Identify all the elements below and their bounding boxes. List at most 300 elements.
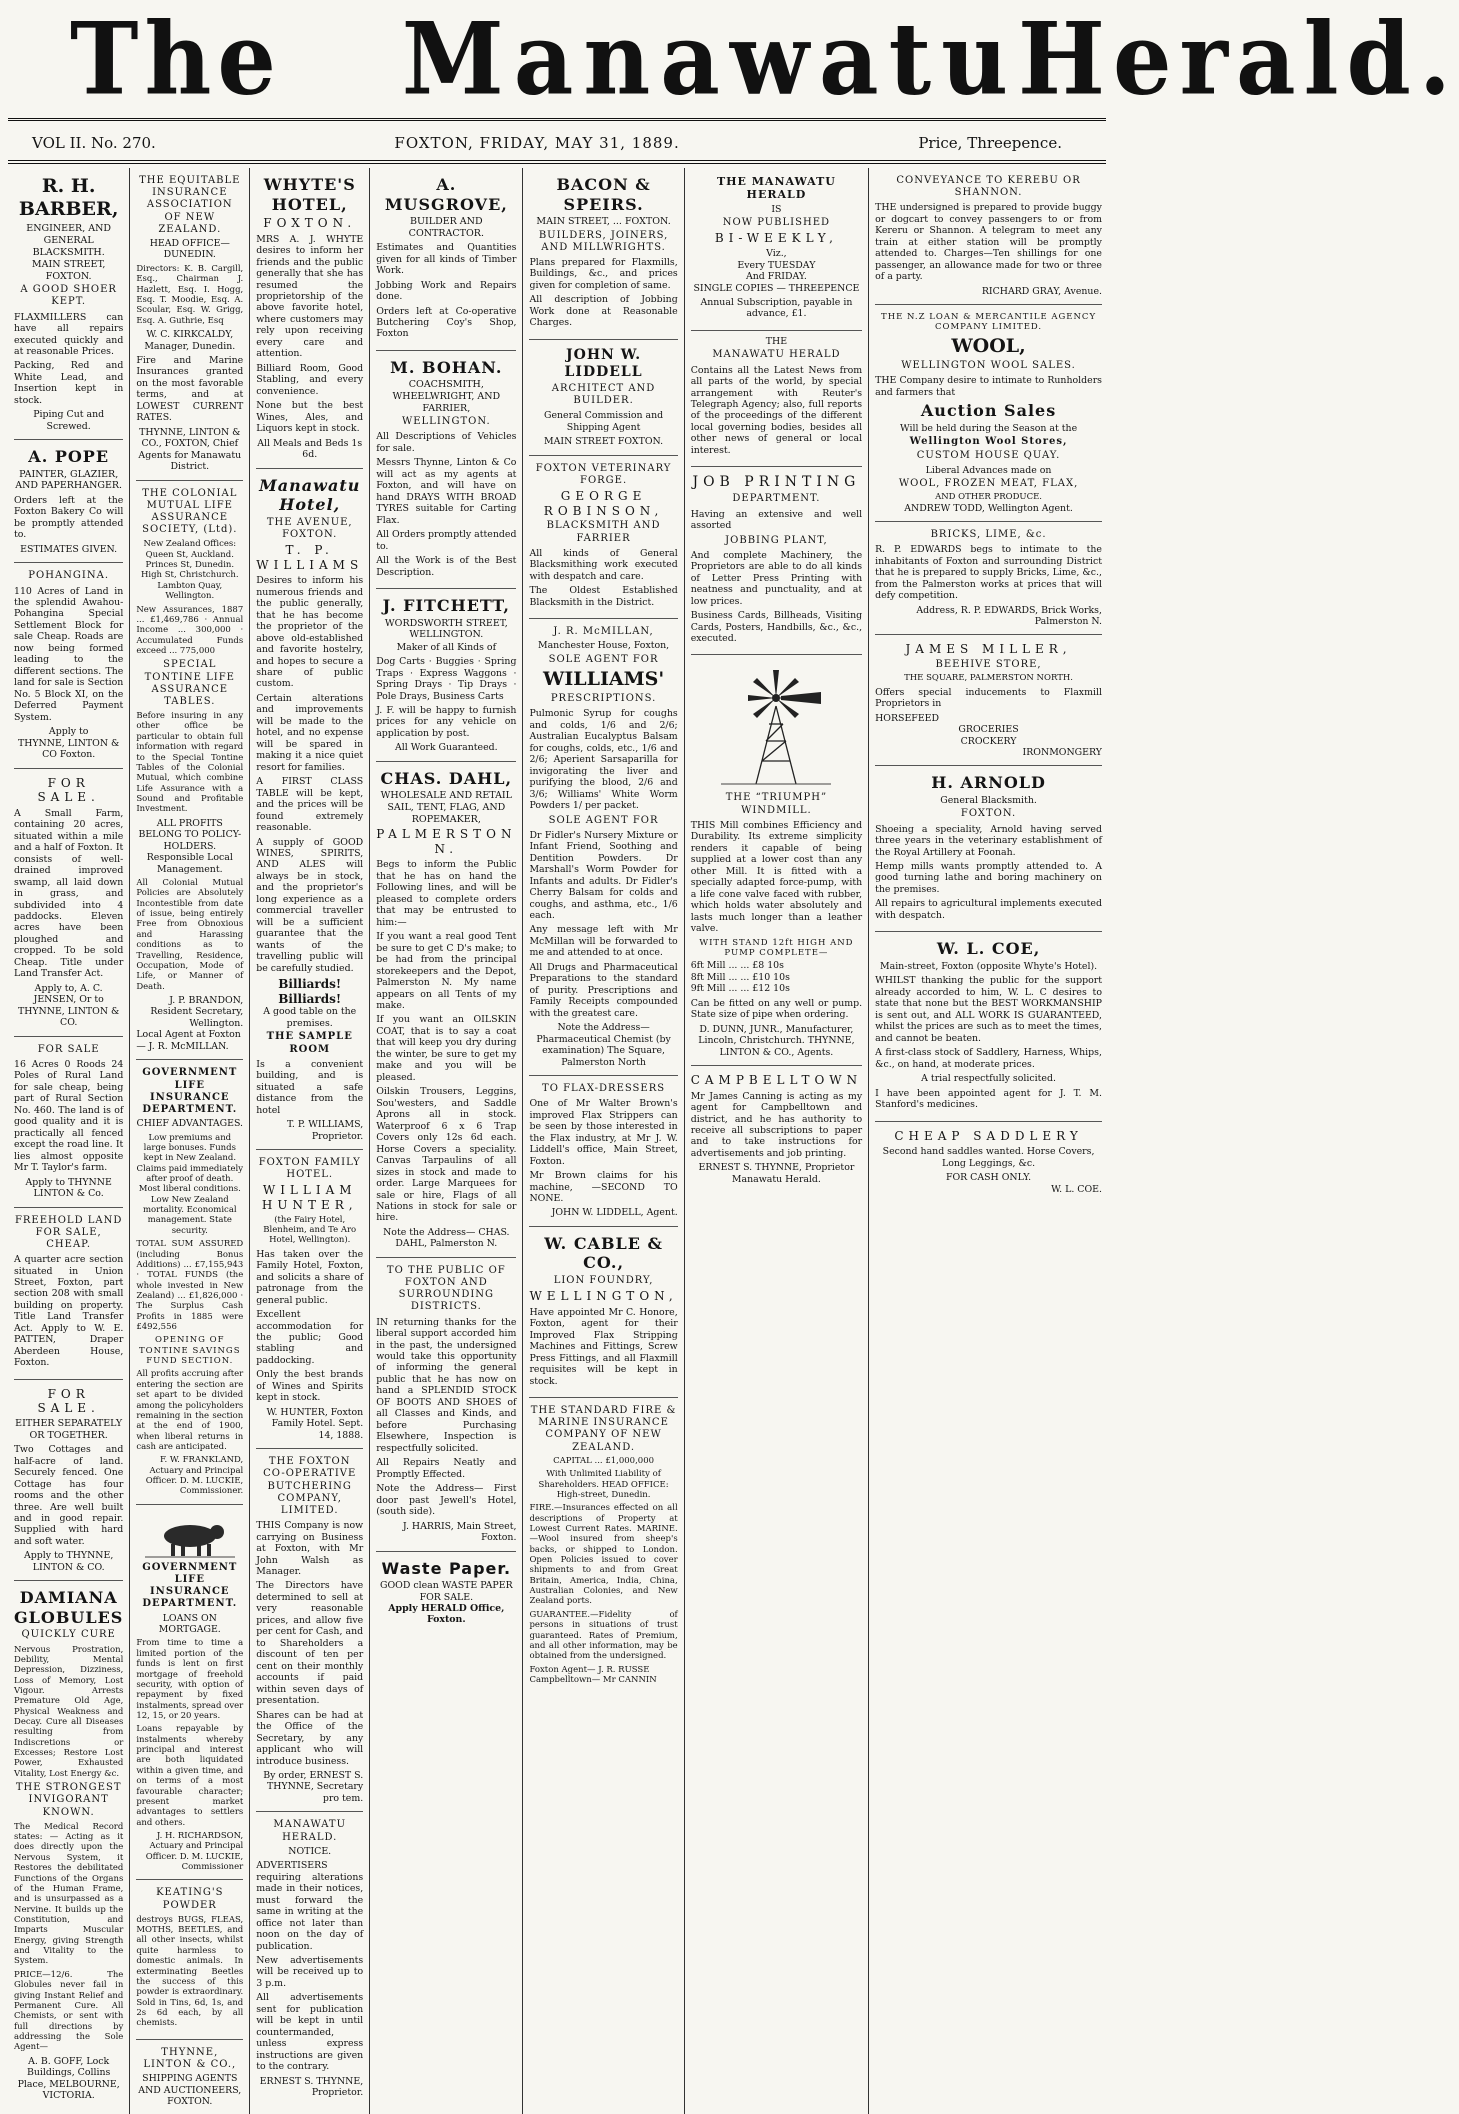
ad-body: GOOD clean WASTE PAPER FOR SALE. (380, 1580, 513, 1603)
ad-title: WILLIAMS' (543, 667, 665, 690)
ad-title: FREEHOLD LAND FOR SALE, CHEAP. (14, 1214, 123, 1250)
ad-sign: Local Agent at Foxton— J. R. McMILLAN. (136, 1029, 241, 1052)
masthead-rule (8, 118, 1106, 121)
ad-forsale-farm (14, 769, 123, 1037)
ad-line: A GOOD SHOER KEPT. (20, 284, 117, 308)
ad-title: CONVEYANCE TO KEREBU OR SHANNON. (896, 175, 1081, 199)
ad-coe (875, 932, 1102, 1121)
ad-line: THE (765, 335, 788, 347)
ad-body: All profits accruing after entering the section are set apart to be divided among the policyholders remaining in the section at the end of 1900, when liberal returns in cash are anticipated. (136, 1369, 244, 1452)
ad-body: Having an extensive and well assorted (690, 508, 863, 532)
ad-sign: A. B. GOFF, Lock Buildings, Collins Place, MELBOURNE, VICTORIA. (17, 2055, 120, 2102)
ad-sign: D. DUNN, JUNR., Manufacturer, Lincoln, Christchurch. THYNNE, LINTON & CO., Agents. (698, 1023, 855, 1058)
dateline (32, 132, 1062, 154)
ad-body: All the Work is of the Best Description. (376, 555, 517, 578)
ad-sign: J. H. RICHARDSON, Actuary and Principal Officer. D. M. LUCKIE, Commissioner (145, 1830, 244, 1873)
column-5 (522, 168, 683, 2114)
ad-body: J. F. will be happy to furnish prices for any vehicle on application by post. (376, 705, 517, 739)
ad-arnold (875, 766, 1102, 932)
newspaper-columns (8, 168, 1108, 2108)
ad-subtitle: GEORGE ROBINSON, (543, 489, 664, 518)
ad-campbelltown (691, 1066, 862, 1192)
ad-body: Messrs Thynne, Linton & Co will act as my agents at Foxton, and will have on hand DRAYS WITH BROAD TYRES suitable for Carting Flax. (376, 457, 517, 526)
ad-body: New Assurances, 1887 ... £1,469,786 · Annual Income ... 300,000 · Accumulated Funds exceed ... 775,000 (136, 604, 244, 656)
ad-subtitle: BLACKSMITH AND FARRIER (546, 520, 661, 544)
ad-line: Viz., (766, 248, 787, 260)
ad-manawatu-hotel (256, 469, 363, 1150)
ad-title: FOR SALE. (37, 1386, 100, 1416)
ad-line: Auction Sales (920, 401, 1057, 421)
ad-sign: By order, ERNEST S. THYNNE, Secretary pro tem. (263, 1769, 364, 1804)
ad-line: CAPITAL ... £1,000,000 (553, 1455, 655, 1466)
ad-body: A supply of GOOD WINES, SPIRITS, AND ALES will always be in stock, and the proprietor's long experience as a commercial traveller will be a sufficient guarantee that the wants of the travelling public will be carefully studied. (256, 836, 364, 974)
ad-body: Billiard Room, Good Stabling, and every convenience. (256, 362, 364, 397)
ad-body: Orders left at Co-operative Butchering Coy's Shop, Foxton (376, 305, 517, 340)
ad-sign: F. W. FRANKLAND, Actuary and Principal Officer. D. M. LUCKIE, Commissioner. (145, 1455, 244, 1497)
ad-title: FOXTON FAMILY HOTEL. (258, 1157, 361, 1181)
ad-body: IN returning thanks for the liberal support accorded him in the past, the undersigned would take this opportunity of informing the general public that he has now on hand a SPLENDID STOCK OF BOOTS AND SHOES of all Classes and Kinds, and before Purchasing Elsewhere, Inspection is respectfully solicited. (376, 1316, 517, 1454)
column-1 (8, 168, 129, 2114)
ad-fitchett (376, 589, 516, 762)
ad-line: SOLE AGENT FOR (548, 653, 659, 665)
ad-body: All Colonial Mutual Policies are Absolutely Incontestible from date of issue, being entirely Free from Obnoxious and Harassing conditions as to Travelling, Residence, Occupation, Mode of Life, or Manner of Death. (136, 878, 244, 992)
ad-body: Is a convenient building, and is situated a safe distance from the hotel (256, 1058, 364, 1116)
list-item: IRONMONGERY (1022, 746, 1102, 758)
ad-body: All advertisements sent for publication will be kept in until countermanded, unless express instructions are given to the contrary. (256, 1992, 364, 2073)
list-item: HORSEFEED (875, 712, 940, 724)
ad-govt-life-1 (136, 1060, 243, 1504)
ad-subtitle: Manchester House, Foxton, (537, 640, 670, 652)
ad-body: Has taken over the Family Hotel, Foxton, and solicits a share of patronage from the general public. (256, 1248, 364, 1306)
ad-equitable (136, 168, 243, 481)
column-4 (369, 168, 522, 2114)
ad-windmill (691, 655, 862, 1066)
ad-subtitle: ARCHITECT AND BUILDER. (551, 382, 656, 407)
ad-title: JOHN W. LIDDELL (564, 346, 643, 380)
ad-body: And complete Machinery, the Proprietors are able to do all kinds of Letter Press Printing with neatness and punctuality, and at low prices. (690, 549, 863, 607)
ad-body: Desires to inform his numerous friends and the public generally, that he has become the proprietor of the above old-established and favorite hostelry, and hopes to secure a share of public custom. (256, 575, 364, 690)
ad-colonial-mutual (136, 481, 243, 1061)
ad-body: Note the Address— First door past Jewell's Hotel, (south side). (376, 1483, 517, 1518)
ad-body: The Oldest Established Blacksmith in the District. (529, 585, 678, 608)
ad-subtitle: SHIPPING AGENTS AND AUCTIONEERS, FOXTON. (138, 2073, 242, 2108)
price-row: 9ft Mill ... ... £12 10s (690, 983, 790, 995)
masthead-title (60, 0, 1459, 118)
volume-number: VOL II. No. 270. (32, 134, 156, 152)
ad-body: Offers special inducements to Flaxmill Proprietors in (875, 686, 1102, 710)
ad-line: Piping Cut and Screwed. (33, 409, 105, 432)
ad-sign: JOHN W. LIDDELL, Agent. (551, 1207, 678, 1219)
ad-body: THIS Company is now carrying on Business at Foxton, with Mr John Walsh as Manager. (256, 1520, 364, 1578)
ad-subtitle: WELLINGTON. (401, 416, 491, 428)
ad-line: SINGLE COPIES — THREEPENCE (693, 282, 860, 294)
ad-subtitle: PALMERSTON N. (376, 827, 517, 856)
windmill-icon (721, 666, 831, 786)
ad-govt-life-2 (136, 1505, 243, 1881)
ad-body: Contains all the Latest News from all parts of the world, by special arrangement with Reuter's Telegraph Agency; also, full reports of the proceedings of the different local governing bodies, besides all other news of general or local interest. (690, 364, 863, 456)
ad-title: CHAS. DAHL, (380, 768, 513, 788)
ad-sign: Note the Address— CHAS. DAHL, Palmerston N. (383, 1226, 510, 1250)
ad-body: FLAXMILLERS can have all repairs executed quickly and at reasonable Prices. (14, 311, 124, 358)
ad-address: MAIN STREET, ... FOXTON. (536, 216, 671, 228)
ad-sign: J. P. BRANDON, Resident Secretary, Wellington. (150, 995, 244, 1029)
ad-subtitle: SPECIAL TONTINE LIFE ASSURANCE TABLES. (144, 659, 235, 707)
ad-cheap-saddlery (875, 1122, 1102, 1203)
ad-title: THYNNE, LINTON & CO., (143, 2046, 237, 2070)
ad-sign: ANDREW TODD, Wellington Agent. (904, 502, 1073, 514)
ad-title: JAMES MILLER, (905, 642, 1072, 657)
ad-subtitle: THE N.Z LOAN & MERCANTILE AGENCY COMPANY LIMITED. (881, 312, 1097, 333)
masthead-word-the: The (70, 0, 282, 118)
ad-sign: Note the Address— Pharmaceutical Chemist (by examination) The Square, Palmerston North (536, 1022, 671, 1068)
ad-subtitle: BUILDER AND CONTRACTOR. (408, 216, 484, 239)
list-item: GROCERIES (958, 724, 1019, 736)
ad-title: H. ARNOLD (931, 773, 1046, 793)
ad-subtitle: WILLIAM HUNTER, (261, 1183, 358, 1212)
ad-title: Manawatu Hotel, (259, 475, 361, 515)
ad-line: And FRIDAY. (745, 271, 807, 283)
ad-title: CAMPBELLTOWN (690, 1072, 863, 1087)
ad-title: J. FITCHETT, (382, 596, 510, 615)
ad-body: 16 Acres 0 Roods 24 Poles of Rural Land for sale cheap, being part of Rural Section No. 460. The land is of good quality and it is practically all fenced except the road line. It lies almost opposite Mr T. Taylor's farm. (14, 1058, 124, 1174)
ad-title: CHEAP SADDLERY (894, 1128, 1083, 1143)
ad-body: Mr Brown claims for his machine, —SECOND TO NONE. (529, 1170, 678, 1204)
ad-title: FOR SALE (37, 1043, 100, 1055)
ad-wool (875, 305, 1102, 522)
ad-job-printing (691, 467, 862, 655)
ad-damiana (14, 1581, 123, 2108)
ad-liddell (529, 340, 677, 456)
ad-body: All Orders promptly attended to. (376, 529, 517, 552)
dateline-rule (8, 160, 1106, 161)
ad-address: MAIN STREET FOXTON. (544, 436, 664, 448)
ad-body: Shoeing a speciality, Arnold having served three years in the veterinary establishment of the Royal Artillery at Foonah. (875, 823, 1102, 858)
ad-body: If you want an OILSKIN COAT, that is to say a coat that will keep you dry during the winter, be sure to get my make and you will be pleased. (376, 1014, 517, 1083)
ad-body: ADVERTISERS requiring alterations made in their notices, must forward the same in writing at the office not later than noon on the day of publication. (256, 1860, 364, 1952)
ad-line: Apply to (48, 726, 89, 738)
ad-body: Hemp mills wants promptly attended to. A good turning lathe and boring machinery on the premises. (875, 861, 1102, 895)
ad-subtitle: HEAD OFFICE—DUNEDIN. (149, 237, 230, 261)
ad-body: I have been appointed agent for J. T. M. Stanford's medicines. (875, 1087, 1102, 1111)
column-2 (129, 168, 249, 2114)
ad-title: WHYTE'S HOTEL, (263, 175, 356, 214)
ad-title: MANAWATU HERALD. (273, 1819, 347, 1843)
ad-body: destroys BUGS, FLEAS, MOTHS, BEETLES, and all other insects, whilst quite harmless to domestic animals. In exterminating Beetles the success of this powder is extraordinary. Sold in Tins, 6d, 1s, and 2s 6d each, by all chemists. (136, 1914, 244, 2029)
ad-sign: Apply to THYNNE LINTON & Co. (25, 1176, 112, 1200)
ad-title: BRICKS, LIME, &c. (930, 528, 1047, 540)
ad-body: THE Company desire to intimate to Runholders and farmers that (875, 375, 1102, 398)
ad-title: TO THE PUBLIC OF FOXTON AND SURROUNDING DISTRICTS. (386, 1264, 506, 1313)
ad-line: All Meals and Beds 1s 6d. (257, 437, 363, 461)
ad-flax-dressers (529, 1076, 677, 1227)
ad-title: THE EQUITABLE INSURANCE ASSOCIATION OF NEW ZEALAND. (139, 175, 241, 235)
cattle-icon (145, 1514, 235, 1558)
ad-title: GOVERNMENT LIFE INSURANCE DEPARTMENT. (142, 1067, 238, 1115)
ad-title: POHANGINA. (28, 570, 110, 582)
ad-sign: W. L. COE. (1051, 1183, 1102, 1195)
ad-line: ESTIMATES GIVEN. (20, 543, 118, 555)
ad-line: NOW PUBLISHED (722, 217, 831, 229)
ad-body: Loans repayable by instalments whereby principal and interest are both liquidated within a given time, and on terms of a most favourable character; present market advantages to settlers and others. (136, 1724, 244, 1828)
ad-subtitle: CHIEF ADVANTAGES. (136, 1118, 244, 1130)
ad-subtitle: FOXTON. (263, 216, 357, 231)
ad-whytes-hotel (256, 168, 363, 469)
masthead-word-herald: Herald. (1018, 0, 1459, 118)
ad-title: DAMIANA GLOBULES (14, 1588, 124, 1627)
ad-body: All Descriptions of Vehicles for sale. (376, 431, 517, 454)
ad-subtitle: WELLINGTON WOOL SALES. (901, 360, 1076, 372)
column-7 (868, 168, 1108, 2114)
ad-subtitle: WITH STAND 12ft HIGH AND PUMP COMPLETE— (699, 937, 854, 958)
ad-address: THE SQUARE, PALMERSTON NORTH. (904, 673, 1073, 684)
ad-keating (136, 1880, 243, 2039)
ad-body: New Zealand Offices: Queen St, Auckland. Princes St, Dunedin. High St, Christchurch. Lambton Quay, Wellington. (140, 539, 239, 602)
ad-body: All Drugs and Pharmaceutical Preparations to the standard of purity. Prescriptions and Family Receipts compounded with the greatest care. (529, 961, 678, 1019)
ad-subtitle: (the Fairy Hotel, Blenheim, and Te Aro Hotel, Wellington). (263, 1214, 357, 1246)
ad-body: Oilskin Trousers, Leggins, Sou'westers, and Saddle Aprons all in stock. Waterproof 6 x 6 Trap Covers only 12s 6d each. Horse Covers a speciality. Canvas Tarpaulins of all sizes in stock and made to order. Large Marquees for sale or hire, Flags of all Nations in stock for sale or hire. (376, 1086, 517, 1224)
price: Price, Threepence. (918, 134, 1062, 152)
ad-body: The Medical Record states: — Acting as it does directly upon the Nervous System, it Restores the debilitated Functions of the Organs of the Human Frame, and is unsurpassed as a Nervine. It builds up the Constitution, and Imparts Muscular Energy, giving Strength and Vitality to the System. (14, 1821, 124, 1967)
ad-body: Estimates and Quantities given for all kinds of Timber Work. (376, 242, 517, 277)
ad-title: JOB PRINTING (692, 474, 861, 491)
ad-pohangina (14, 563, 123, 768)
ad-line: IS (771, 203, 782, 215)
ad-sign: ERNEST S. THYNNE, Proprietor Manawatu Herald. (698, 1162, 855, 1185)
ad-title: THE STANDARD FIRE & MARINE INSURANCE COMPANY OF NEW ZEALAND. (530, 1405, 677, 1453)
ad-line: All Work Guaranteed. (395, 742, 498, 754)
ad-sign: T. P. WILLIAMS, Proprietor. (287, 1119, 364, 1142)
ad-line: Will be held during the Season at the (899, 422, 1078, 434)
ad-line: AND OTHER PRODUCE. (935, 492, 1043, 503)
ad-sign: Apply HERALD Office, Foxton. (388, 1602, 505, 1626)
ad-family-hotel (256, 1150, 363, 1449)
ad-freehold (14, 1208, 123, 1380)
ad-body: New advertisements will be received up to 3 p.m. (256, 1954, 364, 1989)
masthead (0, 0, 1459, 118)
ad-body: Business Cards, Billheads, Visiting Cards, Posters, Handbills, &c., &c., executed. (690, 610, 863, 644)
ad-title: FOR SALE. (37, 775, 100, 805)
ad-line: CUSTOM HOUSE QUAY. (916, 450, 1061, 462)
ad-title: Waste Paper. (381, 1558, 512, 1578)
ad-subtitle: OPENING OF TONTINE SAVINGS FUND SECTION. (139, 1335, 241, 1367)
ad-robinson (529, 456, 677, 619)
ad-subtitle: THE STRONGEST INVIGORANT KNOWN. (15, 1782, 122, 1818)
ad-line: WOOL, FROZEN MEAT, FLAX, (898, 477, 1079, 489)
ad-sign: THYNNE, LINTON & CO Foxton. (17, 737, 120, 761)
ad-body: A Small Farm, containing 20 acres, situated within a mile and a half of Foxton. It consists of well-drained improved swamp, all laid down in grass, and subdivided into 4 paddocks. Eleven acres have been ploughed and cropped. To be sold Cheap. Title under Land Transfer Act. (14, 807, 124, 980)
ad-body: Have appointed Mr C. Honore, Foxton, agent for their Improved Flax Stripping Machines and Fittings, Screw Press Fittings, and all Flaxmill requisites will be kept in stock. (529, 1306, 678, 1387)
ad-subtitle: THE AVENUE, FOXTON. (266, 516, 353, 540)
ad-herald-news (691, 331, 862, 467)
ad-pope (14, 440, 123, 563)
ad-sign: ERNEST S. THYNNE, Proprietor. (259, 2075, 364, 2099)
ad-body: A first-class stock of Saddlery, Harness, Whips, &c., on hand, at moderate prices. (875, 1047, 1102, 1070)
ad-body: All description of Jobbing Work done at Reasonable Charges. (529, 294, 678, 329)
ad-subtitle: COACHSMITH, WHEELWRIGHT, AND FARRIER, (392, 379, 501, 414)
ad-body: GUARANTEE.—Fidelity of persons in situations of trust guaranteed. Rates of Premium, and all other information, may be obtained from the undersigned. (529, 1609, 678, 1662)
ad-sign: W. C. KIRKCALDY, Manager, Dunedin. (144, 329, 236, 352)
ad-body: A FIRST CLASS TABLE will be kept, and the prices will be found extremely reasonable. (256, 776, 364, 834)
ad-herald-notice (256, 1812, 363, 2105)
ad-body: None but the best Wines, Ales, and Liquors kept in stock. (256, 400, 364, 435)
ad-subtitle: FOXTON. (960, 808, 1017, 820)
ad-subtitle: BUILDERS, JOINERS, AND MILLWRIGHTS. (538, 229, 669, 253)
price-row: 6ft Mill ... ... £8 10s (690, 960, 784, 972)
ad-title: BACON & SPEIRS. (556, 175, 651, 214)
ad-subtitle: EITHER SEPARATELY OR TOGETHER. (15, 1418, 123, 1441)
ad-subtitle: T. P. WILLIAMS (256, 542, 364, 572)
ad-body: All Repairs Neatly and Promptly Effected. (376, 1457, 517, 1480)
ad-body: Orders left at the Foxton Bakery Co will be promptly attended to. (14, 494, 124, 541)
ad-bricks (875, 522, 1102, 635)
ad-body: With Unlimited Liability of Shareholders. HEAD OFFICE: High-street, Dunedin. (538, 1469, 669, 1500)
ad-subtitle: WELLINGTON, (529, 1289, 678, 1304)
ad-subtitle: ENGINEER, AND GENERAL BLACKSMITH. (26, 223, 112, 258)
ad-body: FIRE.—Insurances effected on all descriptions of Property at Lowest Current Rates. MARINE.—Wool insured from sheep's backs, or shipped to London. Open Policies issued to cover shipments to and from Great Britain, America, India, China, Australian Colonies, and New Zealand ports. (529, 1503, 678, 1607)
ad-body: Low premiums and large bonuses. Funds kept in New Zealand. Claims paid immediately after proof of death. Most liberal conditions. Low New Zealand mortality. Economical management. State security. (136, 1132, 244, 1236)
dateline-rule-2 (8, 163, 1106, 164)
ad-sign: Apply to THYNNE, LINTON & CO. (24, 1550, 114, 1573)
ad-subtitle: General Blacksmith. (940, 794, 1037, 806)
ad-sign: RICHARD GRAY, Avenue. (981, 285, 1102, 297)
ad-body: Before insuring in any other office be particular to obtain full information with regard to the Special Tontine Tables of the Colonial Mutual, which combine Life Assurance with a Sound and Profitable Investment. (136, 711, 244, 815)
ad-body: Mr James Canning is acting as my agent for Campbelltown and district, and he has authority to receive all subscriptions to paper and to take instructions for advertisements and job printing. (690, 1090, 863, 1159)
ad-body: Plans prepared for Flaxmills, Buildings, &c., and prices given for completion of same. (529, 256, 678, 291)
ad-title: MANAWATU HERALD (712, 349, 841, 361)
ad-subtitle: BI-WEEKLY, (714, 231, 838, 246)
ad-title: KEATING'S POWDER (156, 1887, 224, 1911)
ad-title: THE MANAWATU HERALD (716, 175, 836, 202)
ad-herald-biweekly (691, 168, 862, 331)
ad-title: W. L. COE, (936, 939, 1041, 959)
ad-line: Billiards! Billiards! (278, 977, 342, 1006)
column-3 (249, 168, 369, 2114)
ad-body: Directors: K. B. Cargill, Esq., Chairman J. Hazlett, Esq. I. Hogg, Esq. T. Moodie, Esq. A. Scoular, Esq. W. Grigg, Esq. A. Guthrie, Esq (136, 263, 244, 326)
ad-barber (14, 168, 123, 440)
ad-line: FOR CASH ONLY. (945, 1172, 1032, 1184)
ad-musgrove (376, 168, 516, 351)
ad-title: A. POPE (28, 447, 110, 467)
ad-title: GOVERNMENT LIFE INSURANCE DEPARTMENT. (142, 1561, 238, 1610)
ad-subtitle: PAINTER, GLAZIER, AND PAPERHANGER. (15, 468, 123, 492)
ad-coop-butchering (256, 1449, 363, 1812)
ad-body: From time to time a limited portion of the funds is lent on first mortgage of freehold security, with option of repayment by fixed instalments, spread over 12, 15, or 20 years. (136, 1638, 244, 1721)
ad-body: Two Cottages and half-acre of land. Securely fenced. One Cottage has four rooms and the other three. Are well built and in good repair. Supplied with hard and soft water. (14, 1444, 124, 1547)
ad-subtitle: PRESCRIPTIONS. (550, 693, 657, 705)
ad-title: THE COLONIAL MUTUAL LIFE ASSURANCE SOCIETY, (Ltd). (142, 487, 238, 536)
list-item: CROCKERY (960, 735, 1017, 747)
ad-body: If you want a real good Tent be sure to get C D's make; to be had from the principal storekeepers and the Depot, Palmerston N. My name appears on all Tents of my make. (376, 931, 517, 1012)
ad-subtitle: BEEHIVE STORE, (935, 659, 1042, 671)
ad-subtitle: NOTICE. (288, 1845, 332, 1857)
ad-body: THE undersigned is prepared to provide buggy or dogcart to convey passengers to or from Kereru or Shannon. A telegram to meet any train at either station will be promptly attended to. Charges—Ten shillings for one passenger, an allowance made for two or three of a party. (875, 202, 1102, 283)
ad-bohan (376, 351, 516, 589)
ad-line: Every TUESDAY (737, 259, 816, 271)
ad-body: General Commission and Shipping Agent (543, 410, 664, 433)
ad-thynne-shipping (136, 2040, 243, 2114)
ad-body: Any message left with Mr McMillan will be forwarded to me and attended to at once. (529, 924, 678, 959)
ad-title: J. R. McMILLAN, (553, 626, 654, 638)
ad-sign: Foxton Agent— J. R. RUSSE Campbelltown— Mr CANNIN (529, 1664, 657, 1685)
ad-williams (529, 619, 677, 1076)
ad-body: All repairs to agricultural implements executed with despatch. (875, 898, 1102, 921)
ad-subtitle: THE SAMPLE ROOM (266, 1031, 353, 1055)
ad-body: Can be fitted on any well or pump. State size of pipe when ordering. (690, 997, 863, 1021)
ad-body: 110 Acres of Land in the splendid Awahou-Pohangina Special Settlement Block for sale Cheap. Roads are now being formed leading to the different sections. The land for sale is Section No. 5 Block XI, on the Deferred Payment System. (14, 585, 124, 723)
ad-line: A good table on the premises. (263, 1006, 357, 1029)
ad-sign: J. HARRIS, Main Street, Foxton. (402, 1520, 517, 1544)
ad-title: THE FOXTON CO-OPERATIVE BUTCHERING COMPANY, LIMITED. (263, 1456, 357, 1516)
ad-body: TOTAL SUM ASSURED (including Bonus Additions) ... £7,155,943 · TOTAL FUNDS (the whole invested in New Zealand) ... £1,826,000 · The Surplus Cash Profits in 1885 were £492,556 (136, 1239, 244, 1333)
ad-address: Main-street, Foxton (opposite Whyte's Hotel). (880, 960, 1098, 972)
ad-standard-insurance (529, 1398, 677, 1692)
ad-body: Second hand saddles wanted. Horse Covers, Long Leggings, &c. (882, 1146, 1095, 1169)
ad-title: FOXTON VETERINARY FORGE. (535, 462, 672, 486)
ad-title: R. H. BARBER, (18, 175, 119, 221)
ad-body: Certain alterations and improvements will be made to the hotel, and no expense will be spared in making it a nice quiet resort for families. (256, 692, 364, 773)
place-date: FOXTON, FRIDAY, MAY 31, 1889. (394, 134, 680, 152)
ad-title: TO FLAX-DRESSERS (542, 1083, 666, 1095)
ad-body: A quarter acre section situated in Union Street, Foxton, part section 208 with small building on property. Title Land Transfer Act. Apply to W. E. PATTEN, Draper Aberdeen House, Foxton. (14, 1254, 124, 1369)
ad-subtitle: WHOLESALE AND RETAIL SAIL, TENT, FLAG, AND ROPEMAKER, (380, 790, 512, 825)
ad-body: The Directors have determined to sell at very reasonable prices, and allow five per cent for Cash, and to Shareholders a discount of ten per cent on their monthly accounts if paid within seven days of presentation. (256, 1580, 364, 1707)
ad-title: W. CABLE & CO., (544, 1233, 663, 1273)
ad-body: THIS Mill combines Efficiency and Durability. Its extreme simplicity renders it capable of being supplied at a lower cost than any other Mill. It is fitted with a specially adapted force-pump, with a life cone valve faced with rubber, which holds water absolutely and lasts much longer than a leather valve. (690, 819, 863, 935)
ad-line: Wellington Wool Stores, (909, 436, 1068, 448)
price-row: 8ft Mill ... ... £10 10s (690, 971, 790, 983)
ad-body: Shares can be had at the Office of the Secretary, by any applicant who will introduce business. (256, 1709, 364, 1767)
ad-body: PRICE—12/6. The Globules never fail in giving Instant Relief and Permanent Cure. All Chemists, or sent with full directions by addressing the Sole Agent— (14, 1969, 124, 2053)
ad-line: A trial respectfully solicited. (921, 1073, 1056, 1085)
ad-body: Excellent accommodation for the public; Good stabling and paddocking. (256, 1309, 364, 1366)
ad-harris-boots (376, 1258, 516, 1552)
ad-title: WOOL, (951, 334, 1026, 357)
ad-forsale-cottages (14, 1380, 123, 1582)
ad-line: ALL PROFITS BELONG TO POLICY-HOLDERS. (138, 817, 242, 852)
ad-body: Nervous Prostration, Debility, Mental Depression, Dizziness, Loss of Memory, Lost Vigour. Arrests Premature Old Age, Physical Weakness and Decay. Cure all Diseases resulting from Indiscretions or Excesses; Restore Lost Power, Exhausted Vitality, Lost Energy &c. (14, 1644, 124, 1779)
ad-body: One of Mr Walter Brown's improved Flax Strippers can be seen by those interested in the Flax industry, at Mr J. W. Liddell's office, Main Street, Foxton. (529, 1098, 678, 1167)
ad-waste-paper (376, 1552, 516, 1633)
ad-body: Packing, Red and White Lead, and Insertion kept in stock. (14, 360, 124, 406)
ad-body: Begs to inform the Public that he has on hand the Following lines, and will be pleased to complete orders that may be entrusted to him:— (376, 859, 517, 928)
ad-body: All kinds of General Blacksmithing work executed with despatch and care. (529, 547, 678, 582)
ad-subtitle: LOANS ON MORTGAGE. (158, 1612, 221, 1635)
ad-title: M. BOHAN. (390, 357, 503, 377)
ad-subtitle: WORDSWORTH STREET, WELLINGTON. (384, 617, 508, 641)
ad-cable (529, 1227, 677, 1398)
ad-subtitle: LION FOUNDRY, (553, 1274, 654, 1286)
ad-sign: Address, R. P. EDWARDS, Brick Works, Palmerston N. (916, 604, 1102, 627)
ad-line: Responsible Local Management. (146, 852, 233, 875)
column-6 (684, 168, 868, 2114)
ad-miller (875, 635, 1102, 766)
masthead-word-manawatu: Manawatu (401, 0, 1019, 118)
ad-body: R. P. EDWARDS begs to intimate to the inhabitants of Foxton and surrounding District that he is prepared to supply Bricks, Lime, &c., from the Palmerston works at prices that will defy competition. (875, 544, 1102, 602)
ad-body: Only the best brands of Wines and Spirits kept in stock. (256, 1369, 364, 1404)
ad-title: A. MUSGROVE, (384, 175, 508, 214)
ad-body: Pulmonic Syrup for coughs and colds, 1/6 and 2/6; Australian Eucalyptus Balsam for coughs, colds, etc., 1/6 and 2/6; Aperient Sarsaparilla for invigorating the liver and purifying the blood, 2/6 and 3/6; Williams' White Worm Powders 1/ per packet. (529, 708, 678, 812)
ad-address: MAIN STREET, FOXTON. (31, 259, 106, 282)
ad-body: Annual Subscription, payable in advance, £1. (700, 296, 853, 320)
ad-body: MRS A. J. WHYTE desires to inform her friends and the public generally that she has resumed the proprietorship of the above favorite hotel, where customers may rely upon receiving every care and attention. (256, 233, 364, 360)
ad-line: JOBBING PLANT, (725, 534, 828, 546)
ad-conveyance (875, 168, 1102, 305)
ad-sign: Apply to, A. C. JENSEN, Or to THYNNE, LINTON & CO. (17, 982, 120, 1029)
ad-body: Jobbing Work and Repairs done. (376, 279, 517, 303)
ad-bacon-speirs (529, 168, 677, 340)
ad-subtitle: QUICKLY CURE (21, 1629, 116, 1641)
ad-forsale-rural (14, 1037, 123, 1208)
